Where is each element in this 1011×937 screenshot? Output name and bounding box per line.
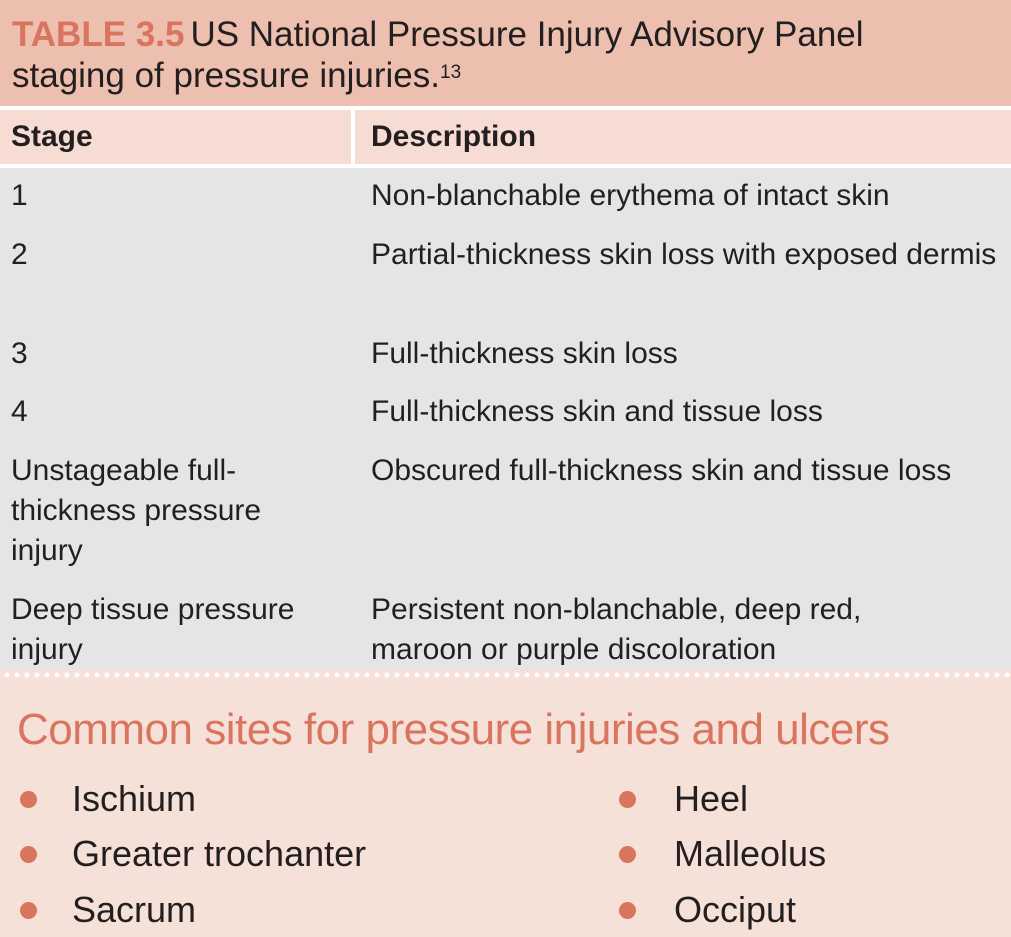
common-sites-title: Common sites for pressure injuries and ulcers [17, 705, 890, 754]
table-row-stage: 3 [11, 337, 28, 370]
bullet-icon [20, 846, 37, 863]
table-row-description: Persistent non-blanchable, deep red, maroon or purple discoloration [371, 593, 862, 666]
table-row-stage: 1 [11, 179, 28, 212]
table-title [0, 0, 1011, 106]
site-item: Greater trochanter [72, 833, 367, 874]
bullet-icon [619, 902, 636, 919]
table-row-description: Non-blanchable erythema of intact skin [371, 179, 890, 212]
site-item: Occiput [674, 889, 797, 930]
table-row-description: Full-thickness skin loss [371, 337, 678, 370]
bullet-icon [619, 791, 636, 808]
header-divider [351, 110, 355, 164]
table-body [0, 168, 1011, 670]
table-row-description: Obscured full-thickness skin and tissue loss [371, 454, 952, 487]
reference-superscript: 13 [440, 62, 462, 84]
site-item: Heel [674, 778, 749, 819]
table-row-stage: Unstageable full-thickness pressure injury [11, 454, 262, 567]
bullet-icon [619, 846, 636, 863]
header-description: Description [371, 120, 537, 153]
dotted-separator [0, 670, 1011, 680]
bullet-icon [20, 791, 37, 808]
bullet-icon [20, 902, 37, 919]
common-sites-box [0, 680, 1011, 937]
table-row-stage: Deep tissue pressure injury [11, 593, 295, 666]
site-item: Sacrum [72, 889, 197, 930]
title-text-line2: staging of pressure injuries. [12, 56, 440, 95]
table-row-stage: 4 [11, 395, 28, 428]
table-header-row [0, 110, 1011, 164]
site-item: Ischium [72, 778, 197, 819]
title-text-line1: US National Pressure Injury Advisory Panel [190, 15, 864, 54]
table-label: TABLE 3.5 [12, 15, 185, 54]
site-item: Malleolus [674, 833, 827, 874]
header-stage: Stage [11, 120, 93, 153]
table-row-description: Partial-thickness skin loss with exposed dermis [371, 238, 997, 271]
table-row-description: Full-thickness skin and tissue loss [371, 395, 823, 428]
table-row-stage: 2 [11, 238, 28, 271]
